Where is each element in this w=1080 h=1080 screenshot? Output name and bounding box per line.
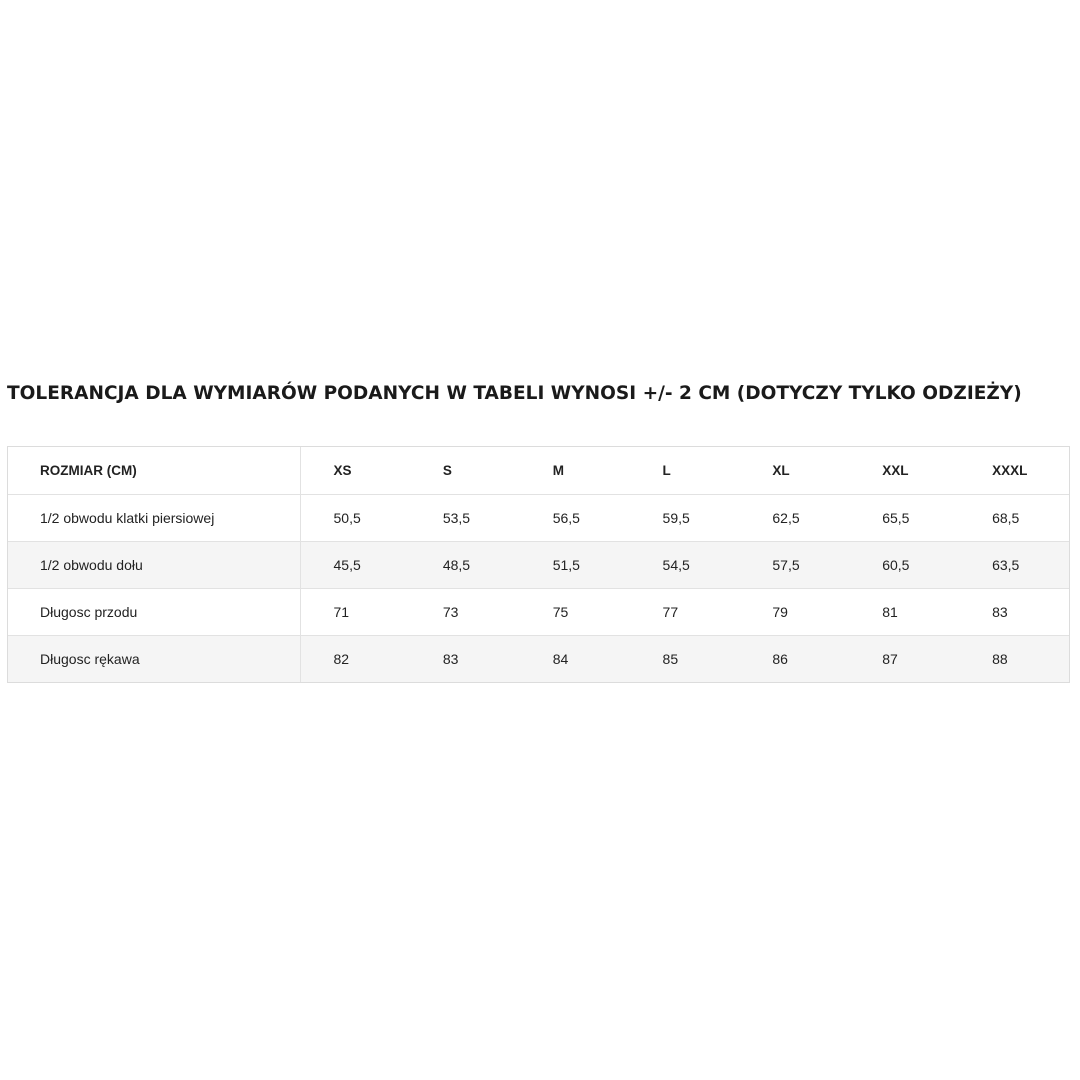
table-cell: 86 (739, 635, 849, 682)
table-row (8, 635, 1069, 682)
table-header-row (8, 447, 1069, 494)
table-cell: 75 (520, 588, 630, 635)
table-row (8, 588, 1069, 635)
table-cell: 71 (300, 588, 410, 635)
row-label: Długosc rękawa (8, 635, 300, 682)
table-cell: 48,5 (410, 541, 520, 588)
table-cell: 45,5 (300, 541, 410, 588)
table-row (8, 494, 1069, 541)
table-cell: 85 (630, 635, 740, 682)
table-cell: 82 (300, 635, 410, 682)
table-cell: 53,5 (410, 494, 520, 541)
table-cell: 83 (410, 635, 520, 682)
table-cell: 73 (410, 588, 520, 635)
table-cell: 56,5 (520, 494, 630, 541)
header-cell-xl: XL (772, 462, 790, 478)
header-cell-xxl: XXL (882, 462, 909, 478)
row-label: 1/2 obwodu dołu (8, 541, 300, 588)
size-table-container (7, 446, 1070, 683)
table-cell: 88 (959, 635, 1069, 682)
table-cell: 77 (630, 588, 740, 635)
row-label: Długosc przodu (8, 588, 300, 635)
header-cell-m: M (552, 462, 564, 478)
table-cell: 54,5 (630, 541, 740, 588)
table-cell: 65,5 (849, 494, 959, 541)
table-cell: 57,5 (739, 541, 849, 588)
table-row (8, 541, 1069, 588)
header-cell-xs: XS (333, 462, 352, 478)
header-cell-xxxl: XXXL (992, 462, 1028, 478)
table-cell: 59,5 (630, 494, 740, 541)
table-cell: 81 (849, 588, 959, 635)
row-label: 1/2 obwodu klatki piersiowej (8, 494, 300, 541)
header-cell-s: S (442, 462, 452, 478)
table-cell: 62,5 (739, 494, 849, 541)
table-cell: 51,5 (520, 541, 630, 588)
header-cell-size: ROZMIAR (CM) (8, 447, 300, 494)
table-cell: 60,5 (849, 541, 959, 588)
table-cell: 68,5 (959, 494, 1069, 541)
size-table (8, 447, 1069, 682)
table-cell: 63,5 (959, 541, 1069, 588)
table-cell: 87 (849, 635, 959, 682)
header-cell-l: L (662, 462, 671, 478)
table-cell: 83 (959, 588, 1069, 635)
table-cell: 84 (520, 635, 630, 682)
tolerance-heading: TOLERANCJA DLA WYMIARÓW PODANYCH W TABELI WYNOSI +/- 2 CM (DOTYCZY TYLKO ODZIEŻY) (7, 382, 1022, 404)
table-cell: 50,5 (300, 494, 410, 541)
table-cell: 79 (739, 588, 849, 635)
